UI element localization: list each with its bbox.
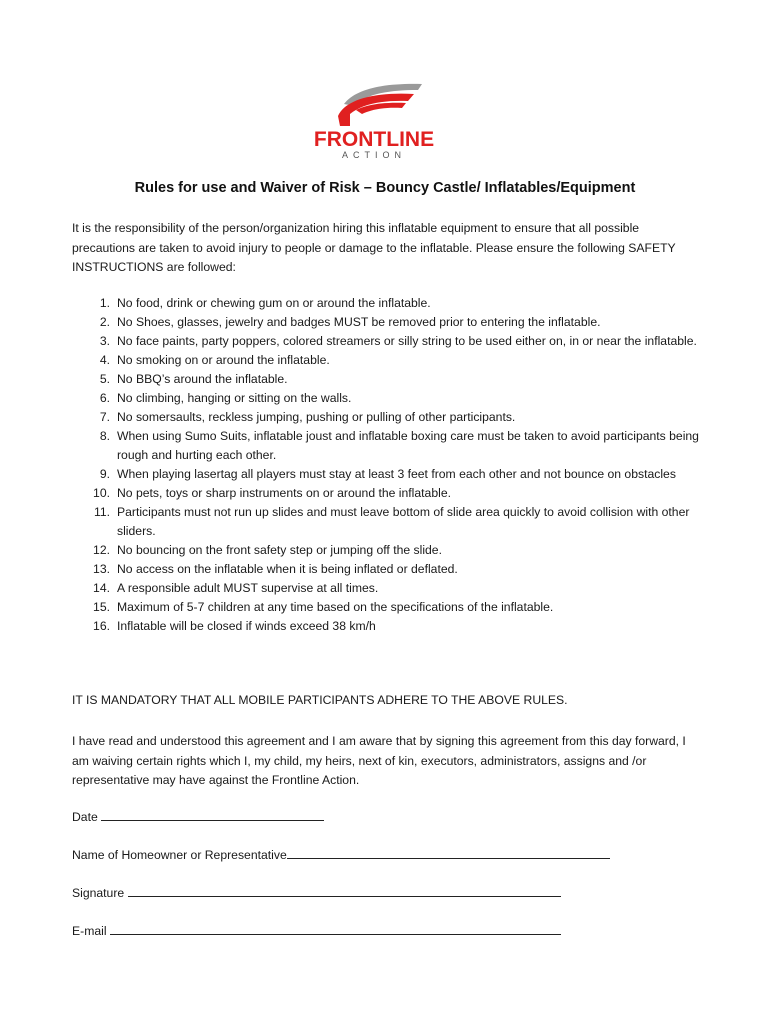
rule-number: 6. [99, 391, 110, 405]
rule-text: When playing lasertag all players must stay at least 3 feet from each other and not bounce on obstacles [117, 467, 676, 481]
rule-number: 4. [99, 353, 110, 367]
rule-item [72, 313, 702, 332]
rule-text: No access on the inflatable when it is being inflated or deflated. [117, 562, 458, 576]
rule-text: No smoking on or around the inflatable. [117, 353, 330, 367]
rule-text: Inflatable will be closed if winds exceed 38 km/h [117, 619, 376, 633]
intro-paragraph: It is the responsibility of the person/organization hiring this inflatable equipment to ensure that all possible precautions are taken to avoid injury to people or damage to the inflatable. Please ensure the following SAFETY INSTRUCTIONS are followed: [72, 221, 676, 274]
rule-number: 16. [93, 619, 110, 633]
signature-input-line[interactable] [128, 884, 561, 897]
logo-mark-icon [286, 80, 462, 162]
logo-tagline-text: ACTION [341, 150, 407, 160]
rule-item [72, 332, 702, 351]
email-field [72, 922, 561, 938]
rule-text: Participants must not run up slides and must leave bottom of slide area quickly to avoid collision with other sliders. [117, 505, 690, 538]
rule-number: 5. [99, 372, 110, 386]
rule-item [72, 617, 702, 636]
rule-item [72, 484, 702, 503]
date-input-line[interactable] [101, 808, 324, 821]
rule-number: 9. [99, 467, 110, 481]
rule-item [72, 560, 702, 579]
rule-number: 3. [99, 334, 110, 348]
rule-item [72, 427, 702, 465]
rule-number: 13. [93, 562, 110, 576]
rule-item [72, 503, 702, 541]
rule-text: No pets, toys or sharp instruments on or around the inflatable. [117, 486, 451, 500]
rule-item [72, 294, 702, 313]
name-input-line[interactable] [287, 846, 610, 859]
rule-number: 14. [93, 581, 110, 595]
email-label: E-mail [72, 924, 107, 938]
rule-item [72, 370, 702, 389]
rule-number: 8. [99, 429, 110, 443]
date-label: Date [72, 810, 98, 824]
rule-item [72, 465, 702, 484]
rule-item [72, 579, 702, 598]
rule-text: No somersaults, reckless jumping, pushing or pulling of other participants. [117, 410, 516, 424]
rule-text: No bouncing on the front safety step or jumping off the slide. [117, 543, 442, 557]
agreement-paragraph: I have read and understood this agreement and I am aware that by signing this agreement from this day forward, I am waiving certain rights which I, my child, my heirs, next of kin, executors, administrators, assigns and /or representative may have against the Frontline Action. [72, 734, 686, 787]
rule-number: 1. [99, 296, 110, 310]
signature-label: Signature [72, 886, 125, 900]
name-label: Name of Homeowner or Representative [72, 848, 287, 862]
rule-text: No BBQ’s around the inflatable. [117, 372, 288, 386]
rule-text: No face paints, party poppers, colored streamers or silly string to be used either on, in or near the inflatable. [117, 334, 697, 348]
logo-brand-text: FRONTLINE [313, 128, 435, 151]
rule-text: Maximum of 5-7 children at any time based on the specifications of the inflatable. [117, 600, 554, 614]
rule-item [72, 389, 702, 408]
rule-item [72, 598, 702, 617]
rule-number: 11. [93, 505, 110, 519]
rule-number: 2. [99, 315, 110, 329]
rule-text: No climbing, hanging or sitting on the walls. [117, 391, 352, 405]
document-title: Rules for use and Waiver of Risk – Bouncy Castle/ Inflatables/Equipment [134, 180, 636, 196]
rule-text: No food, drink or chewing gum on or around the inflatable. [117, 296, 431, 310]
frontline-logo [286, 80, 462, 162]
rule-item [72, 541, 702, 560]
rule-text: No Shoes, glasses, jewelry and badges MUST be removed prior to entering the inflatable. [117, 315, 601, 329]
date-field [72, 808, 324, 824]
rule-number: 12. [93, 543, 110, 557]
rule-item [72, 408, 702, 427]
rule-number: 7. [99, 410, 110, 424]
rule-text: When using Sumo Suits, inflatable joust and inflatable boxing care must be taken to avoid participants being rough and hurting each other. [117, 429, 699, 462]
rule-text: A responsible adult MUST supervise at all times. [117, 581, 379, 595]
rules-list [72, 294, 702, 636]
rule-item [72, 351, 702, 370]
signature-field [72, 884, 561, 900]
name-field [72, 846, 610, 862]
email-input-line[interactable] [110, 922, 561, 935]
rule-number: 10. [93, 486, 110, 500]
mandatory-notice: IT IS MANDATORY THAT ALL MOBILE PARTICIPANTS ADHERE TO THE ABOVE RULES. [72, 693, 568, 707]
rule-number: 15. [93, 600, 110, 614]
